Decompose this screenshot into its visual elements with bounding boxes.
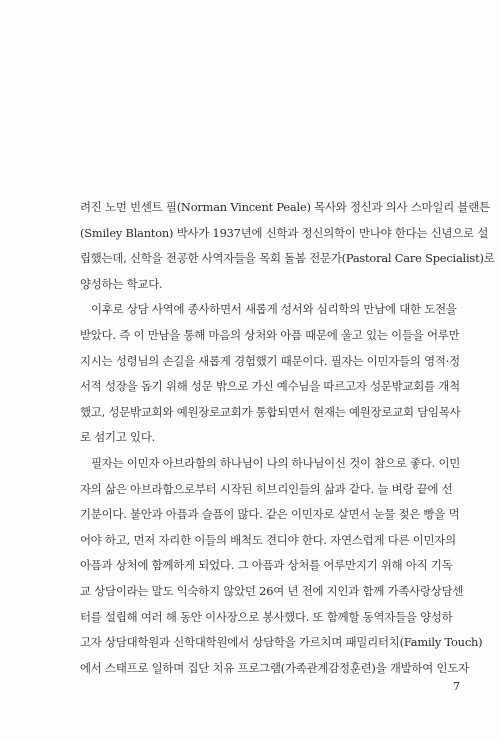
text-line: 지시는 성령님의 손길을 새롭게 경험했기 때문이다. 필자는 이민자들의 영적·정 (80, 353, 460, 368)
text-line: 고자 상담대학원과 신학대학원에서 상담학을 가르치며 패밀리터치(Family Touch) (80, 635, 483, 650)
text-line: 로 섬기고 있다. (80, 430, 156, 445)
text-line: 서적 성장을 돕기 위해 성문 밖으로 가신 예수님을 따르고자 성문밖교회를 개척 (80, 379, 460, 394)
text-line: 려진 노먼 빈센트 필(Norman Vincent Peale) 목사와 정신과 의사 스마일리 블랜튼 (80, 200, 490, 214)
text-line: 기분이다. 불안과 아픔과 슬픔이 많다. 같은 이민자로 살면서 눈물 젖은 빵을 먹 (80, 507, 460, 522)
text-line: 이후로 상담 사역에 종사하면서 새롭게 성서와 심리학의 만남에 대한 도전을 (91, 302, 457, 317)
text-line: 에서 스태프로 일하며 집단 치유 프로그램(가족관계감정훈련)을 개발하여 인도자 (80, 660, 469, 675)
text-line: 립했는데, 신학을 전공한 사역자들을 목회 돌봄 전문가(Pastoral Care Specialist)로 (80, 251, 495, 266)
text-line: 필자는 이민자 아브라함의 하나님이 나의 하나님이신 것이 참으로 좋다. 이민 (91, 455, 461, 470)
text-line: 자의 삶은 아브라함으로부터 시작된 히브리인들의 삶과 같다. 늘 벼랑 끝에 선 (80, 481, 453, 496)
text-line: 아픔과 상처에 함께하게 되었다. 그 아픔과 상처를 어루만지기 위해 아직 기독 (80, 558, 453, 573)
text-line: 했고, 성문밖교회와 예원장로교회가 통합되면서 현재는 예원장로교회 담임목사 (80, 404, 461, 419)
text-line: (Smiley Blanton) 박사가 1937년에 신학과 정신의학이 만나야 한다는 신념으로 설 (80, 225, 489, 240)
text-line: 양성하는 학교다. (80, 276, 163, 291)
text-line: 어야 하고, 먼저 자리한 이들의 배척도 견디야 한다. 자연스럽게 다른 이민자의 (80, 532, 456, 547)
text-line: 터를 설립해 여러 해 동안 이사장으로 봉사했다. 또 함께할 동역자들을 양성하 (80, 609, 453, 624)
page-number: 7 (453, 680, 460, 693)
text-line: 교 상담이라는 말도 익숙하지 않았던 26여 년 전에 지인과 함께 가족사랑상담센 (80, 583, 464, 598)
text-line: 받았다. 즉 이 만남을 통해 마음의 상처와 아픔 때문에 울고 있는 이들을 어루만 (80, 327, 460, 342)
body-text (80, 195, 495, 681)
